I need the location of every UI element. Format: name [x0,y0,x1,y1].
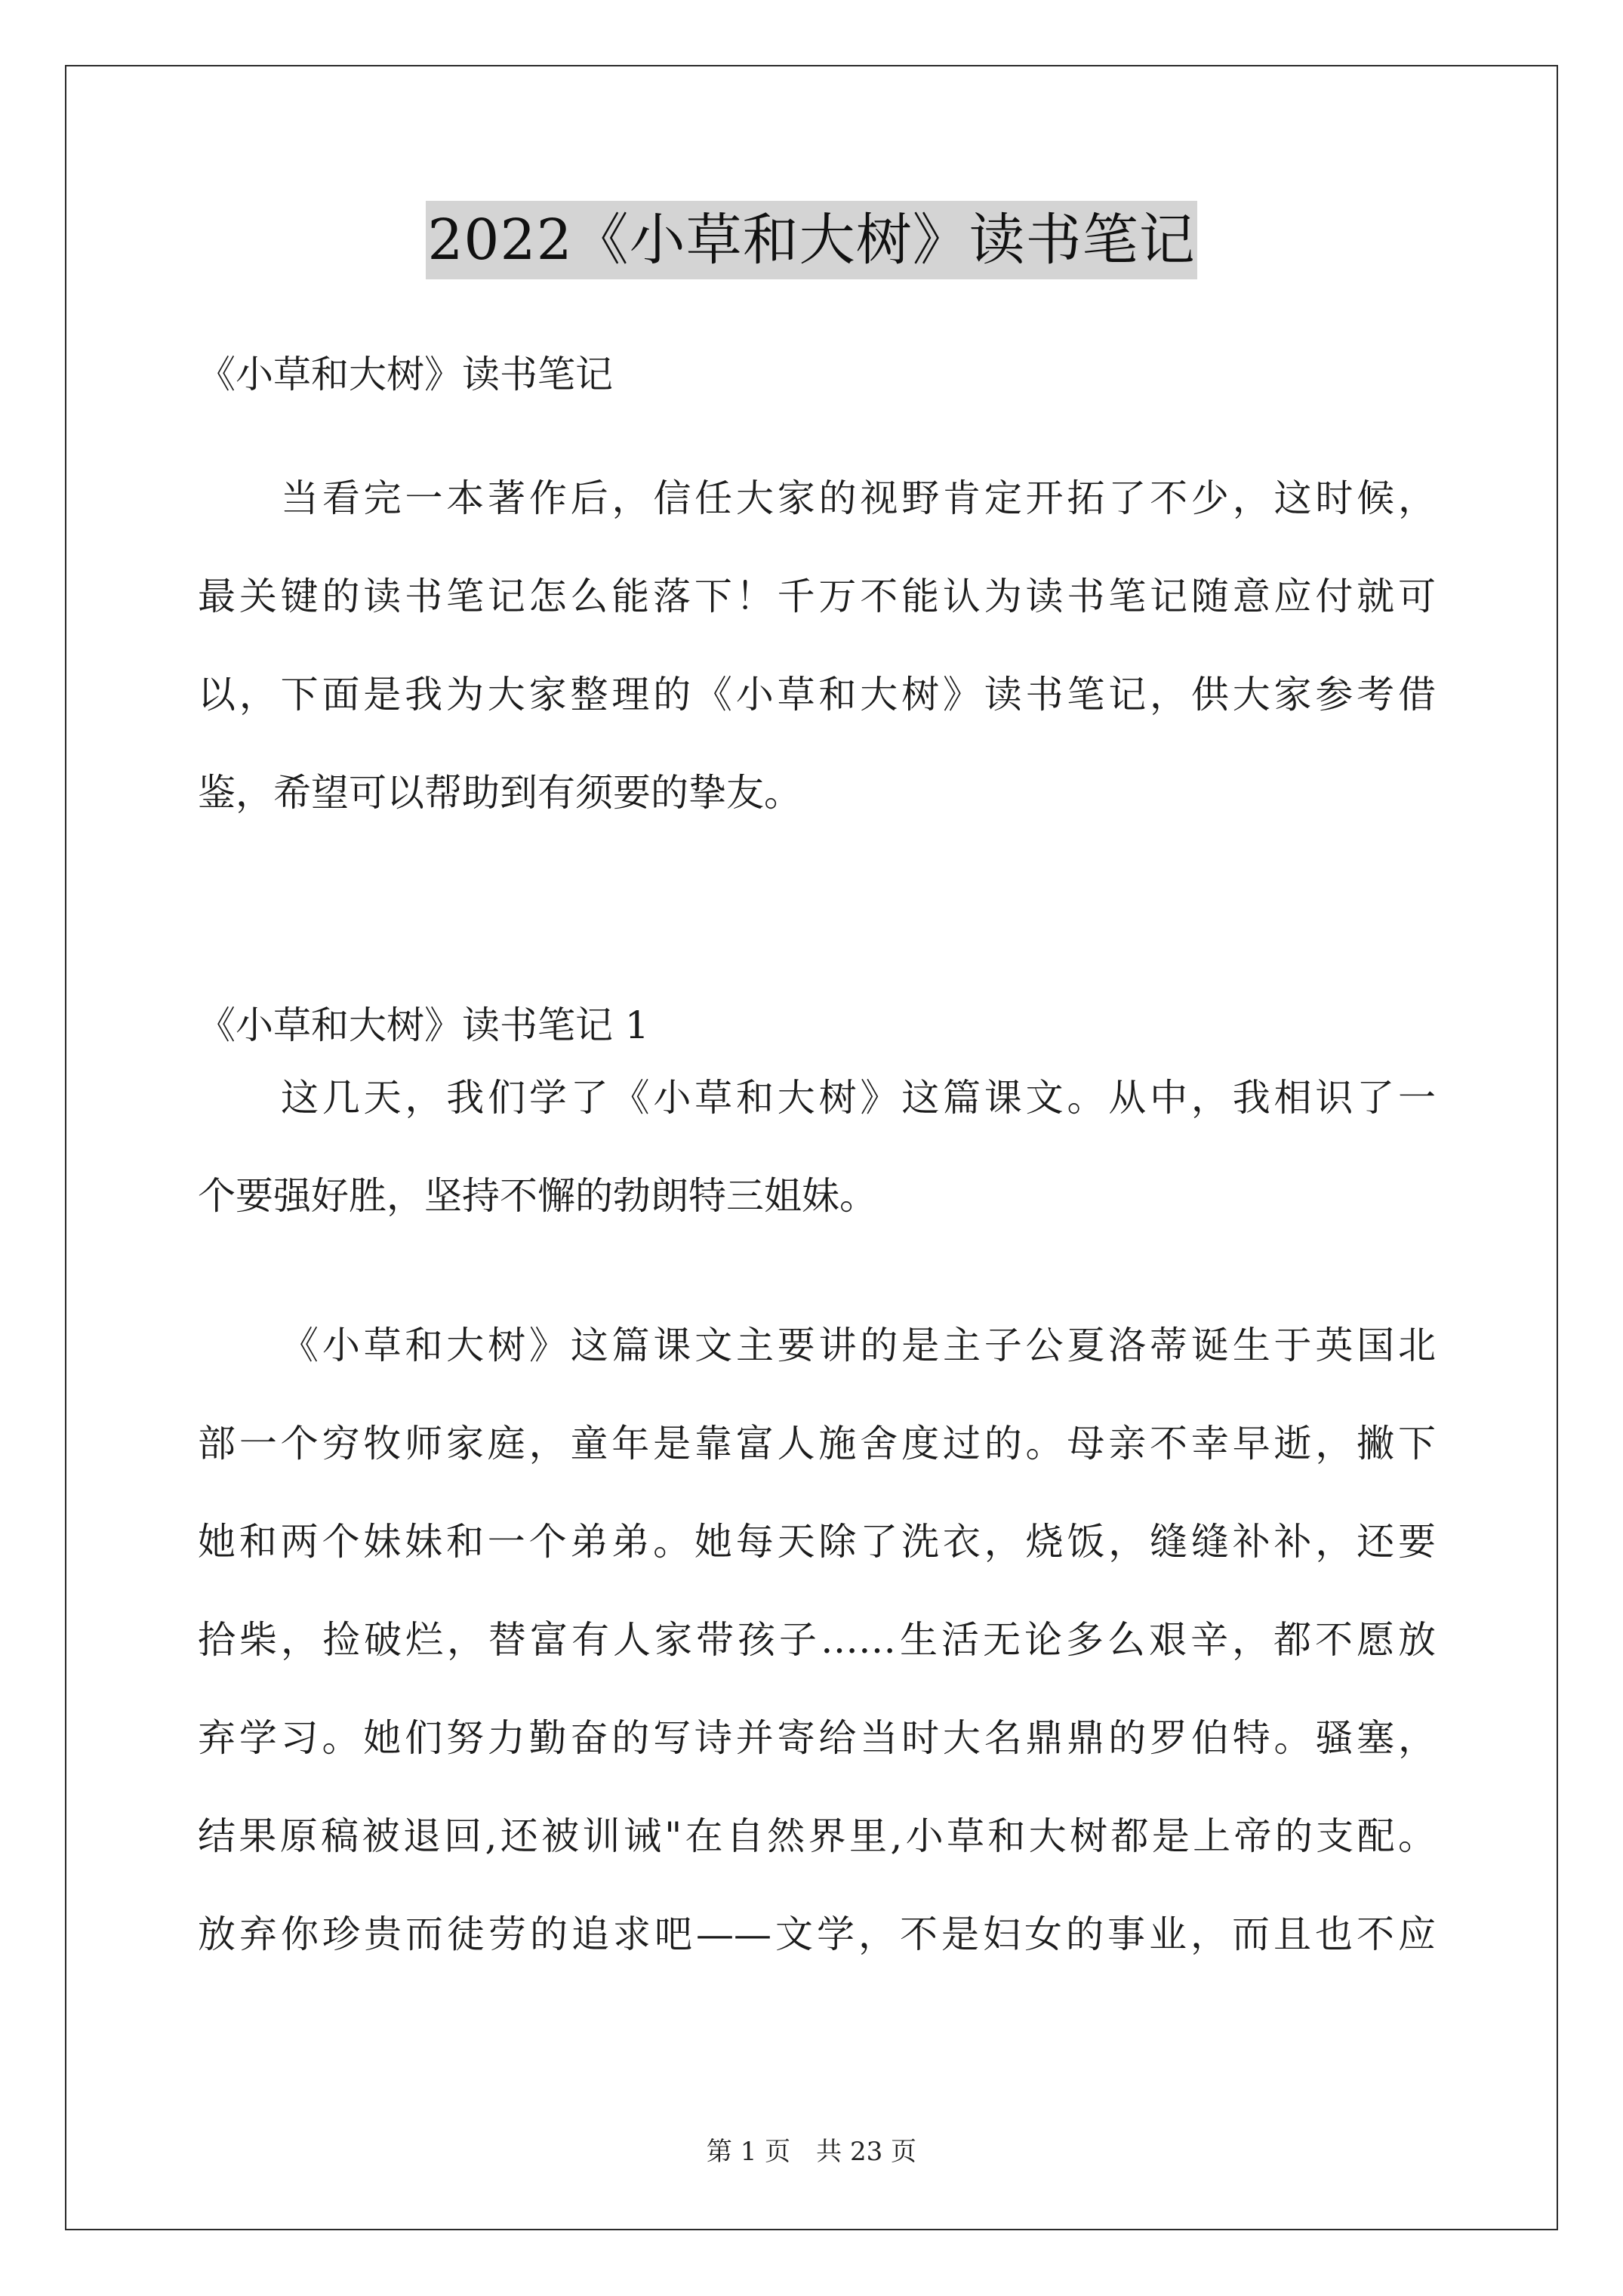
paragraph-line: 当看完一本著作后，信任大家的视野肯定开拓了不少，这时候， [281,476,1436,520]
paragraph-line: 最关键的读书笔记怎么能落下！千万不能认为读书笔记随意应付就可 [198,575,1436,618]
paragraph-line: 弃学习。她们努力勤奋的写诗并寄给当时大名鼎鼎的罗伯特。骚塞， [198,1716,1436,1760]
paragraph-line: 鉴，希望可以帮助到有须要的挚友。 [198,771,802,815]
paragraph-line: 结果原稿被退回,还被训诫"在自然界里,小草和大树都是上帝的支配。 [198,1814,1436,1858]
paragraph-line: 她和两个妹妹和一个弟弟。她每天除了洗衣，烧饭，缝缝补补，还要 [198,1520,1436,1564]
section-heading: 《小草和大树》读书笔记 [198,353,613,396]
paragraph-line: 个要强好胜，坚持不懈的勃朗特三姐妹。 [198,1174,877,1218]
section-heading: 《小草和大树》读书笔记 1 [198,1003,649,1047]
paragraph-line: 《小草和大树》这篇课文主要讲的是主子公夏洛蒂诞生于英国北 [281,1324,1436,1367]
page-number-footer: 第 1 页 共 23 页 [706,2137,917,2167]
paragraph-line: 放弃你珍贵而徒劳的追求吧——文学，不是妇女的事业，而且也不应 [198,1912,1436,1956]
paragraph-line: 这几天，我们学了《小草和大树》这篇课文。从中，我相识了一 [281,1076,1436,1120]
paragraph-line: 拾柴，捡破烂，替富有人家带孩子……生活无论多么艰辛，都不愿放 [198,1618,1436,1662]
title-container [0,201,1623,279]
document-title: 2022《小草和大树》读书笔记 [426,201,1196,279]
paragraph-line: 部一个穷牧师家庭，童年是靠富人施舍度过的。母亲不幸早逝，撇下 [198,1422,1436,1465]
paragraph-line: 以，下面是我为大家整理的《小草和大树》读书笔记，供大家参考借 [198,673,1436,717]
